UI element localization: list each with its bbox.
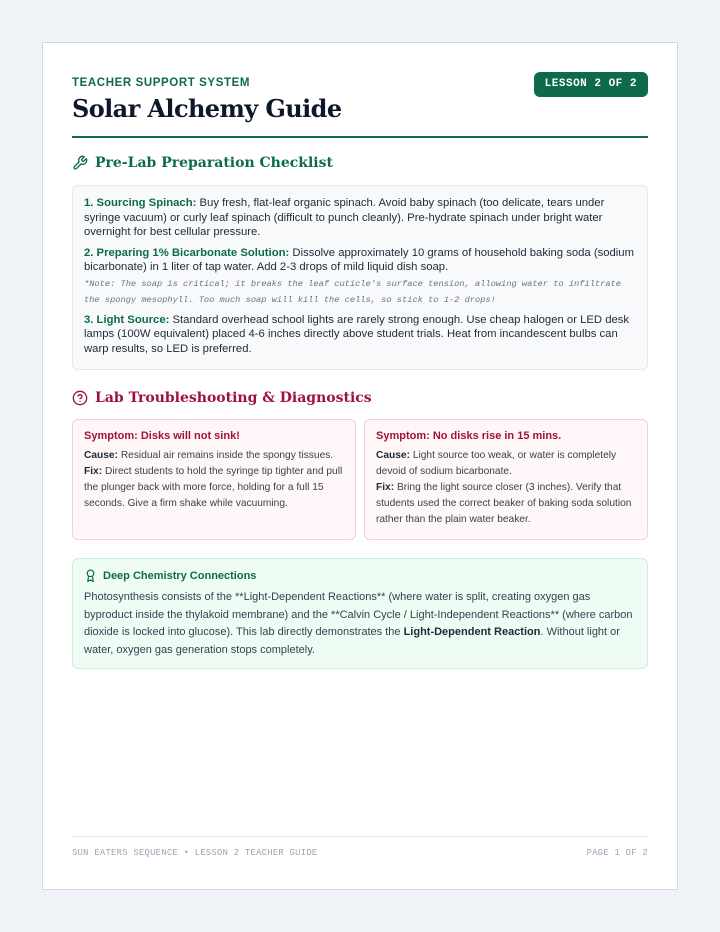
checklist-item-label: 2. Preparing 1% Bicarbonate Solution:	[84, 246, 290, 259]
fix-text: Bring the light source closer (3 inches). Verify that students used the correct beaker of baking soda solution rather than the plain water beaker.	[376, 482, 632, 525]
chemistry-body	[84, 589, 636, 659]
page-title: Solar Alchemy Guide	[72, 94, 342, 123]
wrench-icon	[72, 155, 88, 171]
checklist-item-text: Buy fresh, flat-leaf organic spinach. Avoid baby spinach (too delicate, tears under syringe vacuum) or curly leaf spinach (difficult to punch cleanly). Pre-hydrate spinach under bright water overnight for best cellular pressure.	[84, 197, 605, 238]
cause-line	[376, 448, 636, 480]
page-content	[72, 43, 648, 889]
fix-label: Fix:	[376, 482, 395, 493]
chemistry-heading-text: Deep Chemistry Connections	[103, 569, 257, 582]
troubleshooting-heading-text: Lab Troubleshooting & Diagnostics	[95, 390, 372, 406]
cause-label: Cause:	[376, 450, 410, 461]
award-icon	[84, 569, 97, 582]
cause-text: Residual air remains inside the spongy tissues.	[117, 450, 334, 461]
cause-label: Cause:	[84, 450, 118, 461]
prelab-heading-text: Pre-Lab Preparation Checklist	[95, 155, 333, 171]
title-divider	[72, 136, 648, 138]
help-circle-icon	[72, 390, 88, 406]
symptom-title: Symptom: No disks rise in 15 mins.	[376, 430, 562, 442]
checklist-item-light	[84, 313, 636, 357]
header-kicker: TEACHER SUPPORT SYSTEM	[72, 77, 251, 89]
prelab-heading	[72, 152, 648, 174]
cause-line	[84, 448, 344, 464]
cause-text: Light source too weak, or water is completely devoid of sodium bicarbonate.	[376, 450, 617, 477]
fix-text: Direct students to hold the syringe tip tighter and pull the plunger back with more force, holding for a full 15 seconds. Give a firm shake while vacuuming.	[84, 466, 343, 509]
checklist-item-text: Standard overhead school lights are rarely strong enough. Use cheap halogen or LED desk lamps (100W equivalent) placed 4-6 inches directly above student trials. Heat from incandescent bulbs can warp results, so LED is preferred.	[84, 313, 630, 355]
checklist-note: *Note: The soap is critical; it breaks the leaf cuticle's surface tension, allowing water to infiltrate the spongy mesophyll. Too much soap will kill the cells, so stick to 1-2 drops!	[84, 278, 621, 305]
chemistry-body-text-end: . Without light or water, oxygen gas generation stops completely.	[84, 626, 620, 656]
document-page	[42, 42, 678, 890]
footer-series-label: SUN EATERS SEQUENCE • LESSON 2 TEACHER GUIDE	[72, 848, 318, 858]
checklist-item-spinach	[84, 196, 636, 240]
fix-line	[84, 464, 344, 512]
symptom-title: Symptom: Disks will not sink!	[84, 430, 240, 442]
fix-line	[376, 480, 636, 528]
lesson-badge: LESSON 2 OF 2	[534, 72, 648, 97]
troubleshooting-heading	[72, 387, 648, 409]
diagnostics-row	[72, 419, 648, 540]
chemistry-connections-box	[72, 558, 648, 669]
checklist-item-label: 1. Sourcing Spinach:	[84, 197, 197, 209]
diagnostic-card-sink	[72, 419, 356, 540]
prelab-checklist	[72, 185, 648, 370]
footer-page-number: PAGE 1 OF 2	[586, 848, 648, 858]
chemistry-body-emphasis: Light-Dependent Reaction	[403, 626, 541, 638]
chemistry-body-text: Photosynthesis consists of the **Light-Dependent Reactions** (where water is split, creating oxygen gas byproduct inside the thylakoid membrane) and the **Calvin Cycle / Light-Independent Reactions** (where carbon dioxide is locked into glucose). This lab directly demonstrates the	[84, 591, 633, 638]
checklist-item-bicarbonate	[84, 246, 636, 275]
footer-divider	[72, 836, 648, 837]
diagnostic-card-rise	[364, 419, 648, 540]
fix-label: Fix:	[84, 466, 103, 477]
checklist-item-text: Dissolve approximately 10 grams of household baking soda (sodium bicarbonate) in 1 liter of tap water. Add 2-3 drops of mild liquid dish soap.	[84, 246, 635, 273]
chemistry-heading	[84, 569, 636, 582]
checklist-item-label: 3. Light Source:	[84, 313, 170, 326]
